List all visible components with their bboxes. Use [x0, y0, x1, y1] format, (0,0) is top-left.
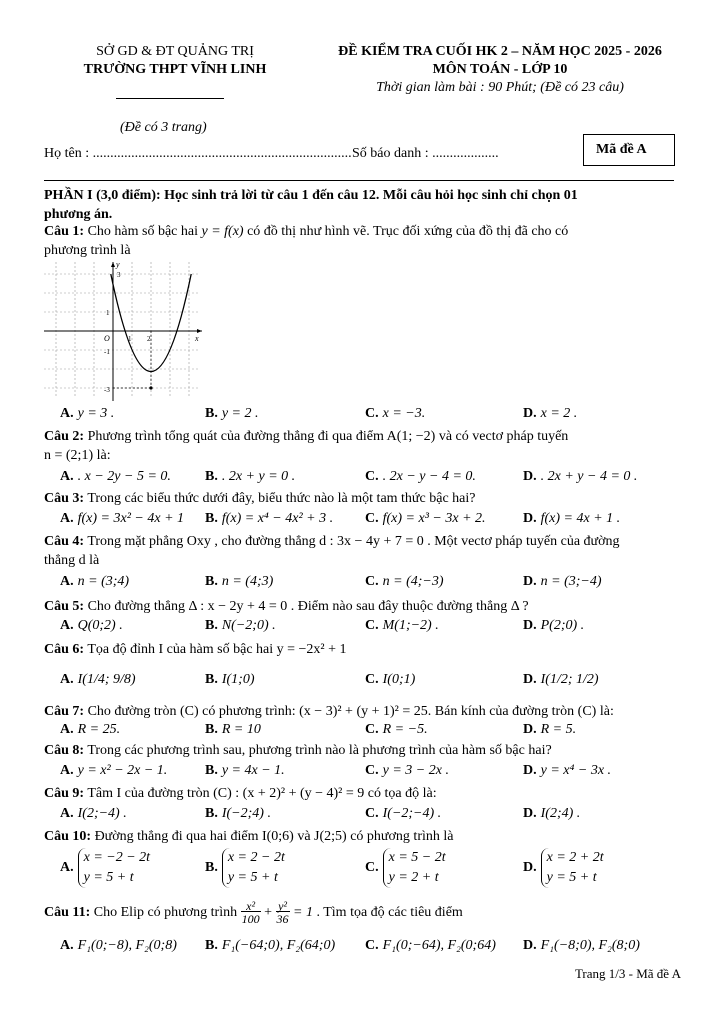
q4-option-c[interactable]: [365, 574, 444, 590]
q6-options: [60, 672, 680, 692]
option-letter: C.: [365, 574, 379, 589]
option-text: x = 2 .: [540, 406, 578, 421]
part1-title: [44, 186, 684, 224]
q1-text-b: có đồ thị như hình vẽ. Trục đối xứng của đồ thị đã cho có: [247, 224, 569, 239]
q1-option-a[interactable]: [60, 406, 114, 422]
q1-options: [60, 406, 680, 426]
q2-option-c[interactable]: [365, 469, 476, 485]
ellipse-frac-x: [241, 900, 261, 926]
option-text: x = −3.: [382, 406, 426, 421]
option-letter: B.: [205, 722, 218, 737]
equation-system: [383, 848, 446, 888]
q1-text-a: Cho hàm số bậc hai: [87, 224, 198, 239]
q2-option-a[interactable]: [60, 469, 171, 485]
q1-text-c: phương trình là: [44, 243, 131, 258]
tick-y-1: 1: [106, 309, 110, 317]
option-text: R = −5.: [382, 722, 428, 737]
q8-option-a[interactable]: [60, 763, 167, 779]
option-text: y = 3 .: [77, 406, 115, 421]
q11-text-b: . Tìm tọa độ các tiêu điểm: [316, 905, 463, 921]
q11-text-a: Cho Elip có phương trình: [93, 905, 238, 921]
q4-option-a[interactable]: [60, 574, 129, 590]
option-letter: D.: [523, 469, 537, 484]
option-letter: A.: [60, 722, 74, 737]
q4-text2: thẳng d là: [44, 553, 100, 568]
option-letter: A.: [60, 574, 74, 589]
question-6: [44, 640, 684, 659]
option-letter: C.: [365, 722, 379, 737]
tick-y-neg1: -1: [104, 348, 110, 356]
q1-func: y = f(x): [201, 224, 244, 239]
option-letter: D.: [523, 938, 537, 953]
equation-system: [222, 848, 285, 888]
q9-option-a[interactable]: [60, 806, 127, 822]
q3-label: Câu 3:: [44, 491, 85, 506]
q11-option-a[interactable]: [60, 938, 177, 954]
q9-text: Tâm I của đường tròn (C) : (x + 2)² + (y − 4)² = 9 có tọa độ là:: [87, 786, 437, 801]
system-line: x = 5 − 2t: [388, 850, 446, 865]
option-text: f(x) = 3x² − 4x + 1: [77, 511, 185, 526]
q5-option-a[interactable]: [60, 618, 123, 634]
option-letter: D.: [523, 618, 537, 633]
q5-text: Cho đường thẳng Δ : x − 2y + 4 = 0 . Điểm nào sau đây thuộc đường thẳng Δ ?: [87, 599, 529, 614]
option-text: n = (4;−3): [382, 574, 444, 589]
q7-option-b[interactable]: [205, 722, 261, 738]
part1-title-line2: phương án.: [44, 207, 113, 222]
q8-text: Trong các phương trình sau, phương trình nào là phương trình của hàm số bậc hai?: [87, 743, 552, 758]
parabola-graph: [40, 258, 210, 406]
option-text: P(2;0) .: [540, 618, 585, 633]
school-name: TRƯỜNG THPT VĨNH LINH: [83, 62, 267, 77]
option-text: I(1;0): [221, 672, 255, 687]
system-line: y = 5 + t: [227, 870, 278, 885]
option-letter: D.: [523, 511, 537, 526]
q5-options: [60, 618, 680, 638]
q10-text: Đường thẳng đi qua hai điểm I(0;6) và J(2;5) có phương trình là: [94, 829, 454, 844]
q3-option-a[interactable]: [60, 511, 184, 527]
q7-label: Câu 7:: [44, 704, 85, 719]
option-letter: C.: [365, 672, 379, 687]
q7-text: Cho đường tròn (C) có phương trình: (x − 3)² + (y + 1)² = 25. Bán kính của đường tròn (C) là:: [87, 704, 614, 719]
q1-option-b[interactable]: [205, 406, 259, 422]
system-line: x = 2 − 2t: [227, 850, 285, 865]
q9-options: [60, 806, 680, 826]
q1-option-d[interactable]: [523, 406, 577, 422]
q2-text2: n = (2;1) là:: [44, 448, 111, 463]
q6-option-d[interactable]: [523, 672, 599, 688]
q2-text: Phương trình tổng quát của đường thẳng đi qua điểm A(1; −2) và có vectơ pháp tuyến: [87, 429, 569, 444]
option-text: n = (3;−4): [540, 574, 602, 589]
option-letter: C.: [365, 806, 379, 821]
option-letter: C.: [365, 469, 379, 484]
option-letter: A.: [60, 806, 74, 821]
q2-option-d[interactable]: [523, 469, 637, 485]
equation-system: [78, 848, 150, 888]
option-letter: C.: [365, 511, 379, 526]
q11-option-d[interactable]: [523, 938, 640, 954]
system-line: y = 5 + t: [83, 870, 134, 885]
option-text: I(−2;4) .: [221, 806, 271, 821]
option-text: I(2;−4) .: [77, 806, 127, 821]
department-name: SỞ GD & ĐT QUẢNG TRỊ: [96, 44, 254, 59]
q10-option-a[interactable]: [60, 848, 150, 888]
q7-option-c[interactable]: [365, 722, 428, 738]
q11-option-c[interactable]: [365, 938, 496, 954]
option-letter: C.: [365, 763, 379, 778]
q8-label: Câu 8:: [44, 743, 85, 758]
option-letter: C.: [365, 618, 379, 633]
q10-options: [60, 848, 680, 892]
time-note: Thời gian làm bài : 90 Phút; (Đề có 23 câu): [376, 80, 624, 95]
option-letter: B.: [205, 406, 218, 421]
system-line: y = 5 + t: [546, 870, 597, 885]
q2-option-b[interactable]: [205, 469, 295, 485]
header-divider: [44, 180, 674, 181]
q9-label: Câu 9:: [44, 786, 85, 801]
q8-option-d[interactable]: [523, 763, 611, 779]
option-text: . 2x + y − 4 = 0 .: [540, 469, 638, 484]
option-text: . x − 2y − 5 = 0.: [77, 469, 171, 484]
option-text: y = x⁴ − 3x .: [540, 763, 612, 778]
q5-option-b[interactable]: [205, 618, 276, 634]
option-text: y = 3 − 2x .: [382, 763, 449, 778]
option-text: R = 10: [221, 722, 261, 737]
tick-y-neg3: -3: [104, 386, 110, 394]
q10-option-c[interactable]: [365, 848, 446, 888]
option-letter: A.: [60, 618, 74, 633]
option-letter: A.: [60, 763, 74, 778]
option-letter: A.: [60, 406, 74, 421]
part1-title-line1: PHẦN I (3,0 điểm): Học sinh trả lời từ câu 1 đến câu 12. Mỗi câu hỏi học sinh chỉ chọn 01: [44, 188, 578, 203]
option-letter: D.: [523, 722, 537, 737]
q1-option-c[interactable]: [365, 406, 425, 422]
option-letter: A.: [60, 860, 74, 876]
option-text: . 2x − y − 4 = 0.: [382, 469, 476, 484]
question-4: [44, 532, 684, 570]
option-text: y = 2 .: [221, 406, 259, 421]
name-field: Họ tên : ..........................................................................: [44, 146, 352, 161]
frac-den: 100: [241, 912, 260, 926]
system-line: x = 2 + 2t: [546, 850, 604, 865]
q9-option-d[interactable]: [523, 806, 580, 822]
question-11: Câu 11: Cho Elip có phương trình $\frac{\text{x²}}{100} + \frac{\text{y²}}{36} = 1$ . Tìm tọa độ các tiêu điểm: [44, 899, 463, 926]
option-letter: A.: [60, 511, 74, 526]
ellipse-frac-y: [276, 900, 290, 926]
option-letter: B.: [205, 511, 218, 526]
option-text: f(x) = x⁴ − 4x² + 3 .: [221, 511, 334, 526]
option-letter: A.: [60, 938, 74, 953]
option-letter: D.: [523, 406, 537, 421]
option-text: I(−2;−4) .: [382, 806, 442, 821]
q2-options: [60, 469, 680, 489]
option-letter: A.: [60, 469, 74, 484]
option-text: y = 4x − 1.: [221, 763, 285, 778]
q5-label: Câu 5:: [44, 599, 85, 614]
q10-label: Câu 10:: [44, 829, 92, 844]
q11-options: [60, 938, 680, 958]
option-text: I(0;1): [382, 672, 416, 687]
option-letter: B.: [205, 469, 218, 484]
question-10: [44, 827, 684, 846]
subject-title: MÔN TOÁN - LỚP 10: [432, 62, 568, 77]
frac-den: 36: [276, 912, 289, 926]
option-text: Q(0;2) .: [77, 618, 123, 633]
q4-option-d[interactable]: [523, 574, 602, 590]
option-text: n = (4;3): [221, 574, 274, 589]
tick-y-3: 3: [117, 271, 121, 279]
option-letter: D.: [523, 672, 537, 687]
equation-system: [541, 848, 604, 888]
option-text: R = 5.: [540, 722, 577, 737]
q8-option-c[interactable]: [365, 763, 449, 779]
q4-text: Trong mặt phẳng Oxy , cho đường thẳng d : 3x − 4y + 7 = 0 . Một vectơ pháp tuyến của đường: [87, 534, 620, 549]
pages-note: (Đề có 3 trang): [120, 120, 207, 135]
option-letter: B.: [205, 574, 218, 589]
option-text: M(1;−2) .: [382, 618, 439, 633]
q3-option-d[interactable]: [523, 511, 620, 527]
q4-options: [60, 574, 680, 594]
option-text: I(1/4; 9/8): [77, 672, 136, 687]
q5-option-c[interactable]: [365, 618, 439, 634]
option-letter: C.: [365, 406, 379, 421]
option-text: F₁(0;−64), F₂(0;64): [382, 938, 496, 953]
q10-option-d[interactable]: [523, 848, 604, 888]
q6-option-b[interactable]: [205, 672, 255, 688]
exam-title: ĐỀ KIỂM TRA CUỐI HK 2 – NĂM HỌC 2025 - 2026: [338, 44, 662, 59]
option-text: I(1/2; 1/2): [540, 672, 599, 687]
y-axis-label: y: [116, 260, 120, 269]
option-text: n = (3;4): [77, 574, 130, 589]
exam-code-box: [583, 134, 675, 166]
option-letter: D.: [523, 574, 537, 589]
question-9: [44, 784, 684, 803]
q3-option-b[interactable]: [205, 511, 333, 527]
option-letter: B.: [205, 763, 218, 778]
x-axis-label: x: [195, 334, 199, 343]
q2-label: Câu 2:: [44, 429, 85, 444]
q7-option-a[interactable]: [60, 722, 120, 738]
ellipse-rhs: = 1: [293, 905, 313, 921]
option-letter: A.: [60, 672, 74, 687]
option-letter: B.: [205, 806, 218, 821]
q8-option-b[interactable]: [205, 763, 285, 779]
q9-option-b[interactable]: [205, 806, 271, 822]
option-text: F₁(0;−8), F₂(0;8): [77, 938, 177, 953]
q9-option-c[interactable]: [365, 806, 441, 822]
option-text: y = x² − 2x − 1.: [77, 763, 168, 778]
tick-x-1: 1: [128, 335, 132, 343]
exam-code: Mã đề A: [596, 142, 647, 157]
q3-text: Trong các biểu thức dưới đây, biểu thức nào là một tam thức bậc hai?: [87, 491, 476, 506]
question-7: [44, 702, 684, 721]
option-text: R = 25.: [77, 722, 121, 737]
system-line: x = −2 − 2t: [83, 850, 151, 865]
q1-label: Câu 1:: [44, 224, 85, 239]
frac-num: x²: [246, 899, 256, 913]
q10-option-b[interactable]: [205, 848, 285, 888]
option-letter: D.: [523, 763, 537, 778]
page-footer: Trang 1/3 - Mã đề A: [574, 966, 681, 981]
tick-x-2: 2: [147, 335, 151, 343]
option-letter: B.: [205, 672, 218, 687]
question-3: [44, 489, 684, 508]
option-letter: B.: [205, 860, 218, 876]
system-line: y = 2 + t: [388, 870, 439, 885]
q11-option-b[interactable]: [205, 938, 335, 954]
q6-label: Câu 6:: [44, 642, 85, 657]
option-letter: D.: [523, 806, 537, 821]
question-5: [44, 597, 684, 616]
vertex-point: [149, 386, 152, 389]
q6-text: Tọa độ đỉnh I của hàm số bậc hai y = −2x² + 1: [87, 642, 347, 657]
option-text: f(x) = x³ − 3x + 2.: [382, 511, 486, 526]
sbd-field: Số báo danh : ...................: [352, 146, 499, 161]
option-text: I(2;4) .: [540, 806, 581, 821]
question-1: [44, 222, 684, 260]
q8-options: [60, 763, 680, 783]
q7-option-d[interactable]: [523, 722, 576, 738]
q5-option-d[interactable]: [523, 618, 584, 634]
origin-label: O: [104, 334, 110, 343]
q3-option-c[interactable]: [365, 511, 486, 527]
q6-option-a[interactable]: [60, 672, 136, 688]
q11-label: Câu 11:: [44, 905, 91, 921]
option-text: f(x) = 4x + 1 .: [540, 511, 621, 526]
option-text: . 2x + y = 0 .: [221, 469, 296, 484]
q6-option-c[interactable]: [365, 672, 415, 688]
option-text: N(−2;0) .: [221, 618, 276, 633]
question-8: [44, 741, 684, 760]
q4-option-b[interactable]: [205, 574, 273, 590]
header-underline: [116, 98, 224, 99]
q4-label: Câu 4:: [44, 534, 85, 549]
option-letter: D.: [523, 860, 537, 876]
q3-options: [60, 511, 680, 531]
option-text: F₁(−64;0), F₂(64;0): [221, 938, 336, 953]
option-letter: B.: [205, 618, 218, 633]
option-text: F₁(−8;0), F₂(8;0): [540, 938, 640, 953]
question-2: [44, 427, 684, 465]
option-letter: C.: [365, 860, 379, 876]
option-letter: C.: [365, 938, 379, 953]
option-letter: B.: [205, 938, 218, 953]
q7-options: [60, 722, 680, 742]
frac-num: y²: [278, 899, 287, 913]
